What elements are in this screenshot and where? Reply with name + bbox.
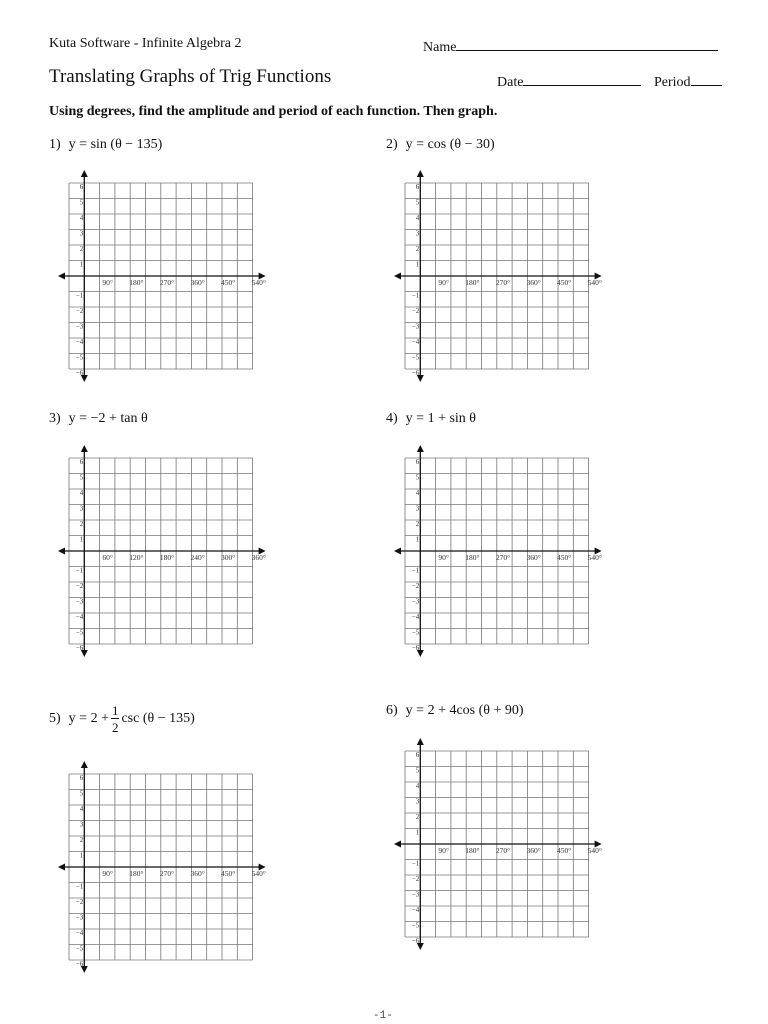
page-number: -1-: [373, 1010, 393, 1022]
date-label: Date: [497, 75, 524, 90]
x-tick-label: 90°: [102, 278, 113, 287]
period-label: Period: [654, 75, 691, 90]
y-tick-label: 6: [79, 458, 84, 466]
x-tick-label: 180°: [465, 846, 480, 855]
x-tick-label: 270°: [159, 869, 175, 878]
problem-number: 5): [49, 711, 61, 727]
x-tick-label: 90°: [438, 553, 449, 562]
fraction-denominator: 2: [111, 720, 119, 735]
y-tick-label: 3: [79, 229, 84, 238]
problem-6-label: [386, 703, 524, 719]
x-tick-label: 270°: [495, 553, 511, 562]
x-tick-label: 360°: [251, 553, 266, 562]
x-axis-arrow-left: [58, 548, 65, 555]
fraction-numerator: 1: [111, 703, 119, 718]
y-tick-label: 5: [79, 473, 84, 482]
y-tick-label: −5: [75, 944, 84, 953]
graph-grid-4[interactable]: [393, 443, 603, 661]
y-tick-label: 4: [79, 805, 84, 813]
y-tick-label: −1: [75, 291, 84, 300]
x-tick-label: 180°: [159, 553, 175, 562]
y-tick-label: −5: [411, 353, 420, 362]
x-tick-label: 180°: [465, 278, 480, 287]
graph-grid-3[interactable]: [57, 443, 267, 661]
y-tick-label: −4: [75, 929, 84, 937]
problem-number: 2): [386, 137, 398, 152]
y-tick-label: 2: [415, 520, 420, 528]
y-tick-label: −6: [411, 369, 420, 377]
y-tick-label: 2: [79, 245, 84, 253]
x-tick-label: 540°: [251, 869, 266, 878]
y-tick-label: 3: [415, 797, 420, 806]
y-tick-label: 5: [415, 766, 420, 775]
y-tick-label: −1: [75, 566, 84, 575]
y-tick-label: −3: [75, 597, 84, 606]
x-tick-label: 270°: [159, 278, 175, 287]
y-tick-label: 5: [79, 789, 84, 798]
x-tick-label: 120°: [129, 553, 144, 562]
graph-grid-6[interactable]: [393, 736, 603, 954]
y-tick-label: 4: [415, 782, 420, 790]
y-tick-label: −2: [411, 307, 420, 315]
y-tick-label: 6: [79, 774, 84, 782]
y-tick-label: −6: [75, 960, 84, 968]
y-tick-label: −2: [411, 582, 420, 590]
x-tick-label: 180°: [465, 553, 480, 562]
y-axis-arrow-up: [417, 738, 424, 745]
x-tick-label: 90°: [438, 278, 449, 287]
x-tick-label: 540°: [587, 278, 602, 287]
x-tick-label: 90°: [438, 846, 449, 855]
y-axis-arrow-up: [81, 761, 88, 768]
y-tick-label: −3: [411, 322, 420, 331]
name-label: Name: [423, 40, 457, 55]
y-tick-label: −2: [411, 875, 420, 883]
y-tick-label: 6: [415, 458, 420, 466]
name-field[interactable]: [423, 36, 718, 56]
name-blank[interactable]: [456, 36, 718, 51]
x-tick-label: 360°: [526, 846, 541, 855]
y-tick-label: −4: [411, 338, 420, 346]
x-axis-arrow-left: [58, 864, 65, 871]
x-tick-label: 450°: [557, 846, 572, 855]
period-field[interactable]: [654, 71, 722, 91]
x-tick-label: 450°: [557, 278, 572, 287]
x-tick-label: 450°: [221, 869, 236, 878]
x-tick-label: 180°: [129, 869, 144, 878]
graph-grid-1[interactable]: [57, 168, 267, 386]
problem-number: 6): [386, 703, 398, 718]
equation-suffix: csc (θ − 135): [121, 711, 195, 727]
x-tick-label: 540°: [251, 278, 266, 287]
y-axis-arrow-up: [81, 170, 88, 177]
problem-4-label: [386, 411, 476, 427]
y-tick-label: −1: [411, 566, 420, 575]
y-tick-label: 1: [415, 260, 420, 269]
x-tick-label: 540°: [587, 553, 602, 562]
x-axis-arrow-left: [394, 841, 401, 848]
y-tick-label: 6: [415, 751, 420, 759]
y-tick-label: 1: [415, 828, 420, 837]
x-tick-label: 540°: [587, 846, 602, 855]
problem-2-label: [386, 137, 495, 153]
y-tick-label: −3: [75, 913, 84, 922]
problem-equation: y = 1 + sin θ: [405, 411, 477, 426]
y-tick-label: −6: [75, 369, 84, 377]
y-tick-label: 3: [415, 504, 420, 513]
x-tick-label: 450°: [557, 553, 572, 562]
y-tick-label: −5: [411, 628, 420, 637]
x-tick-label: 270°: [495, 846, 511, 855]
problem-number: 4): [386, 411, 398, 426]
y-tick-label: 4: [415, 214, 420, 222]
graph-grid-2[interactable]: [393, 168, 603, 386]
date-field[interactable]: [497, 71, 641, 91]
y-tick-label: −1: [411, 859, 420, 868]
y-tick-label: −5: [75, 628, 84, 637]
problem-5-label: [49, 704, 195, 734]
x-tick-label: 300°: [221, 553, 236, 562]
x-tick-label: 360°: [190, 278, 205, 287]
x-tick-label: 240°: [190, 553, 205, 562]
problem-3-label: [49, 411, 148, 427]
y-tick-label: 3: [415, 229, 420, 238]
y-tick-label: 1: [79, 535, 84, 544]
x-tick-label: 360°: [526, 553, 541, 562]
instructions: Using degrees, find the amplitude and period of each function. Then graph.: [49, 104, 498, 119]
y-tick-label: 4: [415, 489, 420, 497]
problem-number: 3): [49, 411, 61, 426]
y-tick-label: −4: [411, 906, 420, 914]
y-tick-label: 5: [79, 198, 84, 207]
y-tick-label: −4: [411, 613, 420, 621]
y-tick-label: 1: [415, 535, 420, 544]
x-tick-label: 90°: [102, 869, 113, 878]
y-axis-arrow-up: [417, 445, 424, 452]
problem-equation: y = cos (θ − 30): [405, 137, 495, 152]
y-tick-label: −1: [411, 291, 420, 300]
y-tick-label: −2: [75, 898, 84, 906]
y-tick-label: 3: [79, 820, 84, 829]
x-tick-label: 270°: [495, 278, 511, 287]
publisher-label: Kuta Software - Infinite Algebra 2: [49, 36, 242, 51]
fraction: [111, 704, 120, 734]
y-tick-label: 5: [415, 473, 420, 482]
x-tick-label: 450°: [221, 278, 236, 287]
y-tick-label: −3: [75, 322, 84, 331]
y-tick-label: 1: [79, 851, 84, 860]
y-tick-label: 2: [415, 813, 420, 821]
y-tick-label: 2: [79, 836, 84, 844]
y-tick-label: −6: [411, 644, 420, 652]
x-tick-label: 180°: [129, 278, 144, 287]
y-tick-label: 6: [79, 183, 84, 191]
y-tick-label: 3: [79, 504, 84, 513]
y-tick-label: −6: [75, 644, 84, 652]
x-tick-label: 360°: [526, 278, 541, 287]
y-tick-label: −5: [75, 353, 84, 362]
problem-equation: y = 2 + 4cos (θ + 90): [405, 703, 524, 718]
y-tick-label: −4: [75, 613, 84, 621]
x-tick-label: 60°: [102, 553, 113, 562]
page-title: Translating Graphs of Trig Functions: [49, 66, 332, 87]
date-blank[interactable]: [523, 71, 641, 86]
y-tick-label: 1: [79, 260, 84, 269]
y-axis-arrow-up: [417, 170, 424, 177]
y-tick-label: 2: [415, 245, 420, 253]
y-axis-arrow-up: [81, 445, 88, 452]
y-tick-label: 6: [415, 183, 420, 191]
equation-prefix: y = 2 +: [68, 711, 109, 727]
graph-grid-5[interactable]: [57, 759, 267, 977]
y-tick-label: −2: [75, 307, 84, 315]
x-tick-label: 360°: [190, 869, 205, 878]
period-blank[interactable]: [691, 71, 722, 86]
y-tick-label: 2: [79, 520, 84, 528]
y-tick-label: −2: [75, 582, 84, 590]
y-tick-label: 5: [415, 198, 420, 207]
y-tick-label: 4: [79, 214, 84, 222]
y-tick-label: −4: [75, 338, 84, 346]
problem-1-label: [49, 137, 162, 153]
problem-equation: y = −2 + tan θ: [68, 411, 148, 426]
y-tick-label: 4: [79, 489, 84, 497]
y-tick-label: −6: [411, 937, 420, 945]
y-tick-label: −3: [411, 597, 420, 606]
problem-equation: y = sin (θ − 135): [68, 137, 163, 152]
y-tick-label: −3: [411, 890, 420, 899]
x-axis-arrow-left: [394, 548, 401, 555]
problem-number: 1): [49, 137, 61, 152]
x-axis-arrow-left: [394, 273, 401, 280]
y-tick-label: −1: [75, 882, 84, 891]
x-axis-arrow-left: [58, 273, 65, 280]
y-tick-label: −5: [411, 921, 420, 930]
